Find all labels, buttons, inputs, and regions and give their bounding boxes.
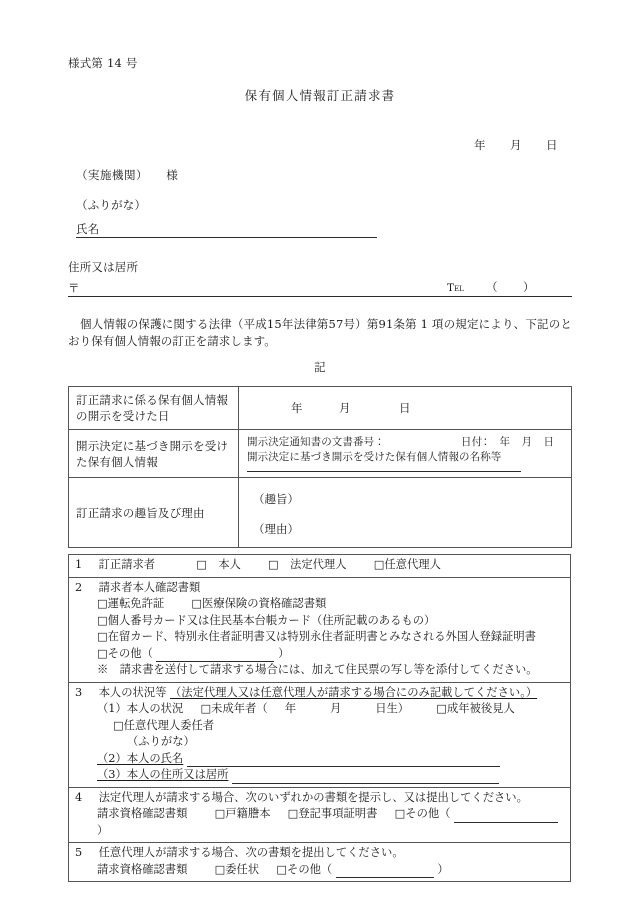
address-input-rule[interactable] <box>68 296 572 297</box>
notice-doc-number-label: 開示決定通知書の文書番号： <box>247 436 385 448</box>
disclosed-info-label: 開示決定に基づき開示を受けた保有個人情報 <box>69 430 239 478</box>
checkbox-family-register[interactable]: □戸籍謄本 <box>214 807 271 820</box>
applicant-details-table <box>68 554 571 882</box>
legal-basis-paragraph: 個人情報の保護に関する法律（平成15年法律第57号）第91条第 1 項の規定により、下記のとおり保有個人情報の訂正を請求します。 <box>68 317 572 348</box>
section-4-paren-close: ） <box>97 823 109 837</box>
minor-birthdate-blanks[interactable]: 年 月 日生） <box>284 702 410 715</box>
section-5-cell[interactable] <box>69 843 571 882</box>
section-4-doc-label: 請求資格確認書類 <box>97 807 188 820</box>
table-row <box>69 843 571 882</box>
checkbox-legal-rep[interactable]: □ 法定代理人 <box>268 558 347 571</box>
table-row <box>69 577 571 682</box>
reason-label: （理由） <box>253 521 299 536</box>
tel-paren-close: ） <box>523 280 535 294</box>
correction-purpose-reason-value[interactable] <box>239 478 572 548</box>
checkbox-drivers-license[interactable]: □運転免許証 <box>97 597 165 610</box>
section-2-cell[interactable] <box>69 577 571 682</box>
checkbox-section-5-other[interactable]: □その他（ <box>276 862 333 876</box>
disclosed-info-name-note: 開示決定に基づき開示を受けた保有個人情報の名称等 <box>247 451 502 463</box>
section-3-number: 3 <box>75 685 83 699</box>
name-input-rule[interactable] <box>76 237 377 238</box>
checkbox-self[interactable]: □ 本人 <box>196 558 241 571</box>
table-row <box>69 387 572 430</box>
table-row <box>69 478 572 548</box>
table-row <box>69 787 571 843</box>
telephone-label: Tel <box>447 282 464 294</box>
checkbox-power-of-attorney[interactable]: □委任状 <box>214 862 260 876</box>
person-status-label: （1）本人の状況 <box>97 702 184 715</box>
section-4-number: 4 <box>75 790 83 804</box>
section-4-title: 法定代理人が請求する場合、次のいずれかの書類を提示し、又は提出してください。 <box>98 790 528 804</box>
address-label: 住所又は居所 <box>68 260 139 274</box>
furigana-label: （ふりがな） <box>76 198 147 212</box>
section-3-title-note: （法定代理人又は任意代理人が請求する場合にのみ記載してください。） <box>169 685 538 699</box>
person-address-input[interactable] <box>232 772 499 784</box>
section-1-title: 訂正請求者 <box>98 558 156 571</box>
table-row <box>69 682 571 787</box>
document-title: 保有個人情報訂正請求書 <box>244 88 396 103</box>
organization-field[interactable]: （実施機関） 様 <box>76 168 179 182</box>
section-5-number: 5 <box>75 846 83 859</box>
section-1-number: 1 <box>75 558 83 571</box>
checkbox-adult-ward[interactable]: □成年被後見人 <box>436 702 515 715</box>
other-document-input[interactable] <box>156 650 274 662</box>
postal-code-mark: 〒 <box>68 281 80 295</box>
date-field[interactable]: 年 月 日 <box>474 138 558 152</box>
correction-purpose-reason-label: 訂正請求の趣旨及び理由 <box>69 478 239 548</box>
table-row <box>69 555 571 578</box>
checkbox-minor[interactable]: □未成年者（ <box>200 702 268 715</box>
tel-paren-open: （ <box>486 280 498 294</box>
section-2-number: 2 <box>75 580 83 594</box>
person-name-label: （2）本人の氏名 <box>97 751 184 765</box>
section-2-note: ※ 請求書を送付して請求する場合には、加えて住民票の写し等を添付してください。 <box>97 663 538 676</box>
section-5-doc-label: 請求資格確認書類 <box>97 862 188 876</box>
disclosed-info-input-rule[interactable] <box>247 471 521 472</box>
section-5-paren-close: ） <box>437 862 449 876</box>
disclosure-info-table <box>68 386 572 548</box>
disclosure-date-label: 訂正請求に係る保有個人情報の開示を受けた日 <box>69 387 239 430</box>
checkbox-health-insurance[interactable]: □医療保険の資格確認書類 <box>191 597 327 610</box>
checkbox-voluntary-rep[interactable]: □任意代理人 <box>373 558 441 571</box>
section-2-title: 請求者本人確認書類 <box>98 580 201 594</box>
section-3-title: 本人の状況等 <box>98 685 167 699</box>
section-5-title: 任意代理人が請求する場合、次の書類を提出してください。 <box>98 846 404 859</box>
person-address-label: （3）本人の住所又は居所 <box>97 768 229 781</box>
checkbox-residence-card[interactable]: □在留カード、特別永住者証明書又は特別永住者証明書とみなされる外国人登録証明書 <box>97 630 536 643</box>
disclosed-info-value[interactable] <box>239 430 572 478</box>
section-4-cell[interactable] <box>69 787 571 843</box>
notice-doc-date-label[interactable]: 日付： 年 月 日 <box>460 436 555 448</box>
disclosure-date-value[interactable] <box>239 387 572 430</box>
person-furigana-label: （ふりがな） <box>127 735 195 748</box>
purpose-label: （趣旨） <box>253 491 299 506</box>
checkbox-other-document[interactable]: □その他（ <box>97 646 153 660</box>
form-sheet <box>68 0 572 903</box>
disclosure-date-blanks[interactable]: 年 月 日 <box>291 401 411 415</box>
section-3-cell[interactable] <box>69 682 571 787</box>
name-label: 氏名 <box>76 222 100 236</box>
section-4-other-input[interactable] <box>454 811 558 823</box>
checkbox-mynumber-card[interactable]: □個人番号カード又は住民基本台帳カード（住所記載のあるもの） <box>97 613 436 627</box>
checkbox-voluntary-delegator[interactable]: □任意代理人委任者 <box>113 718 215 732</box>
section-5-other-input[interactable] <box>336 866 434 878</box>
ki-marker: 記 <box>314 360 326 374</box>
other-document-paren-close: ） <box>278 646 290 660</box>
checkbox-registry-cert[interactable]: □登記事項証明書 <box>287 807 378 820</box>
form-number: 様式第 14 号 <box>68 56 138 70</box>
person-name-input[interactable] <box>187 755 500 767</box>
section-1-cell[interactable] <box>69 555 571 578</box>
table-row <box>69 430 572 478</box>
checkbox-section-4-other[interactable]: □その他（ <box>394 807 451 820</box>
